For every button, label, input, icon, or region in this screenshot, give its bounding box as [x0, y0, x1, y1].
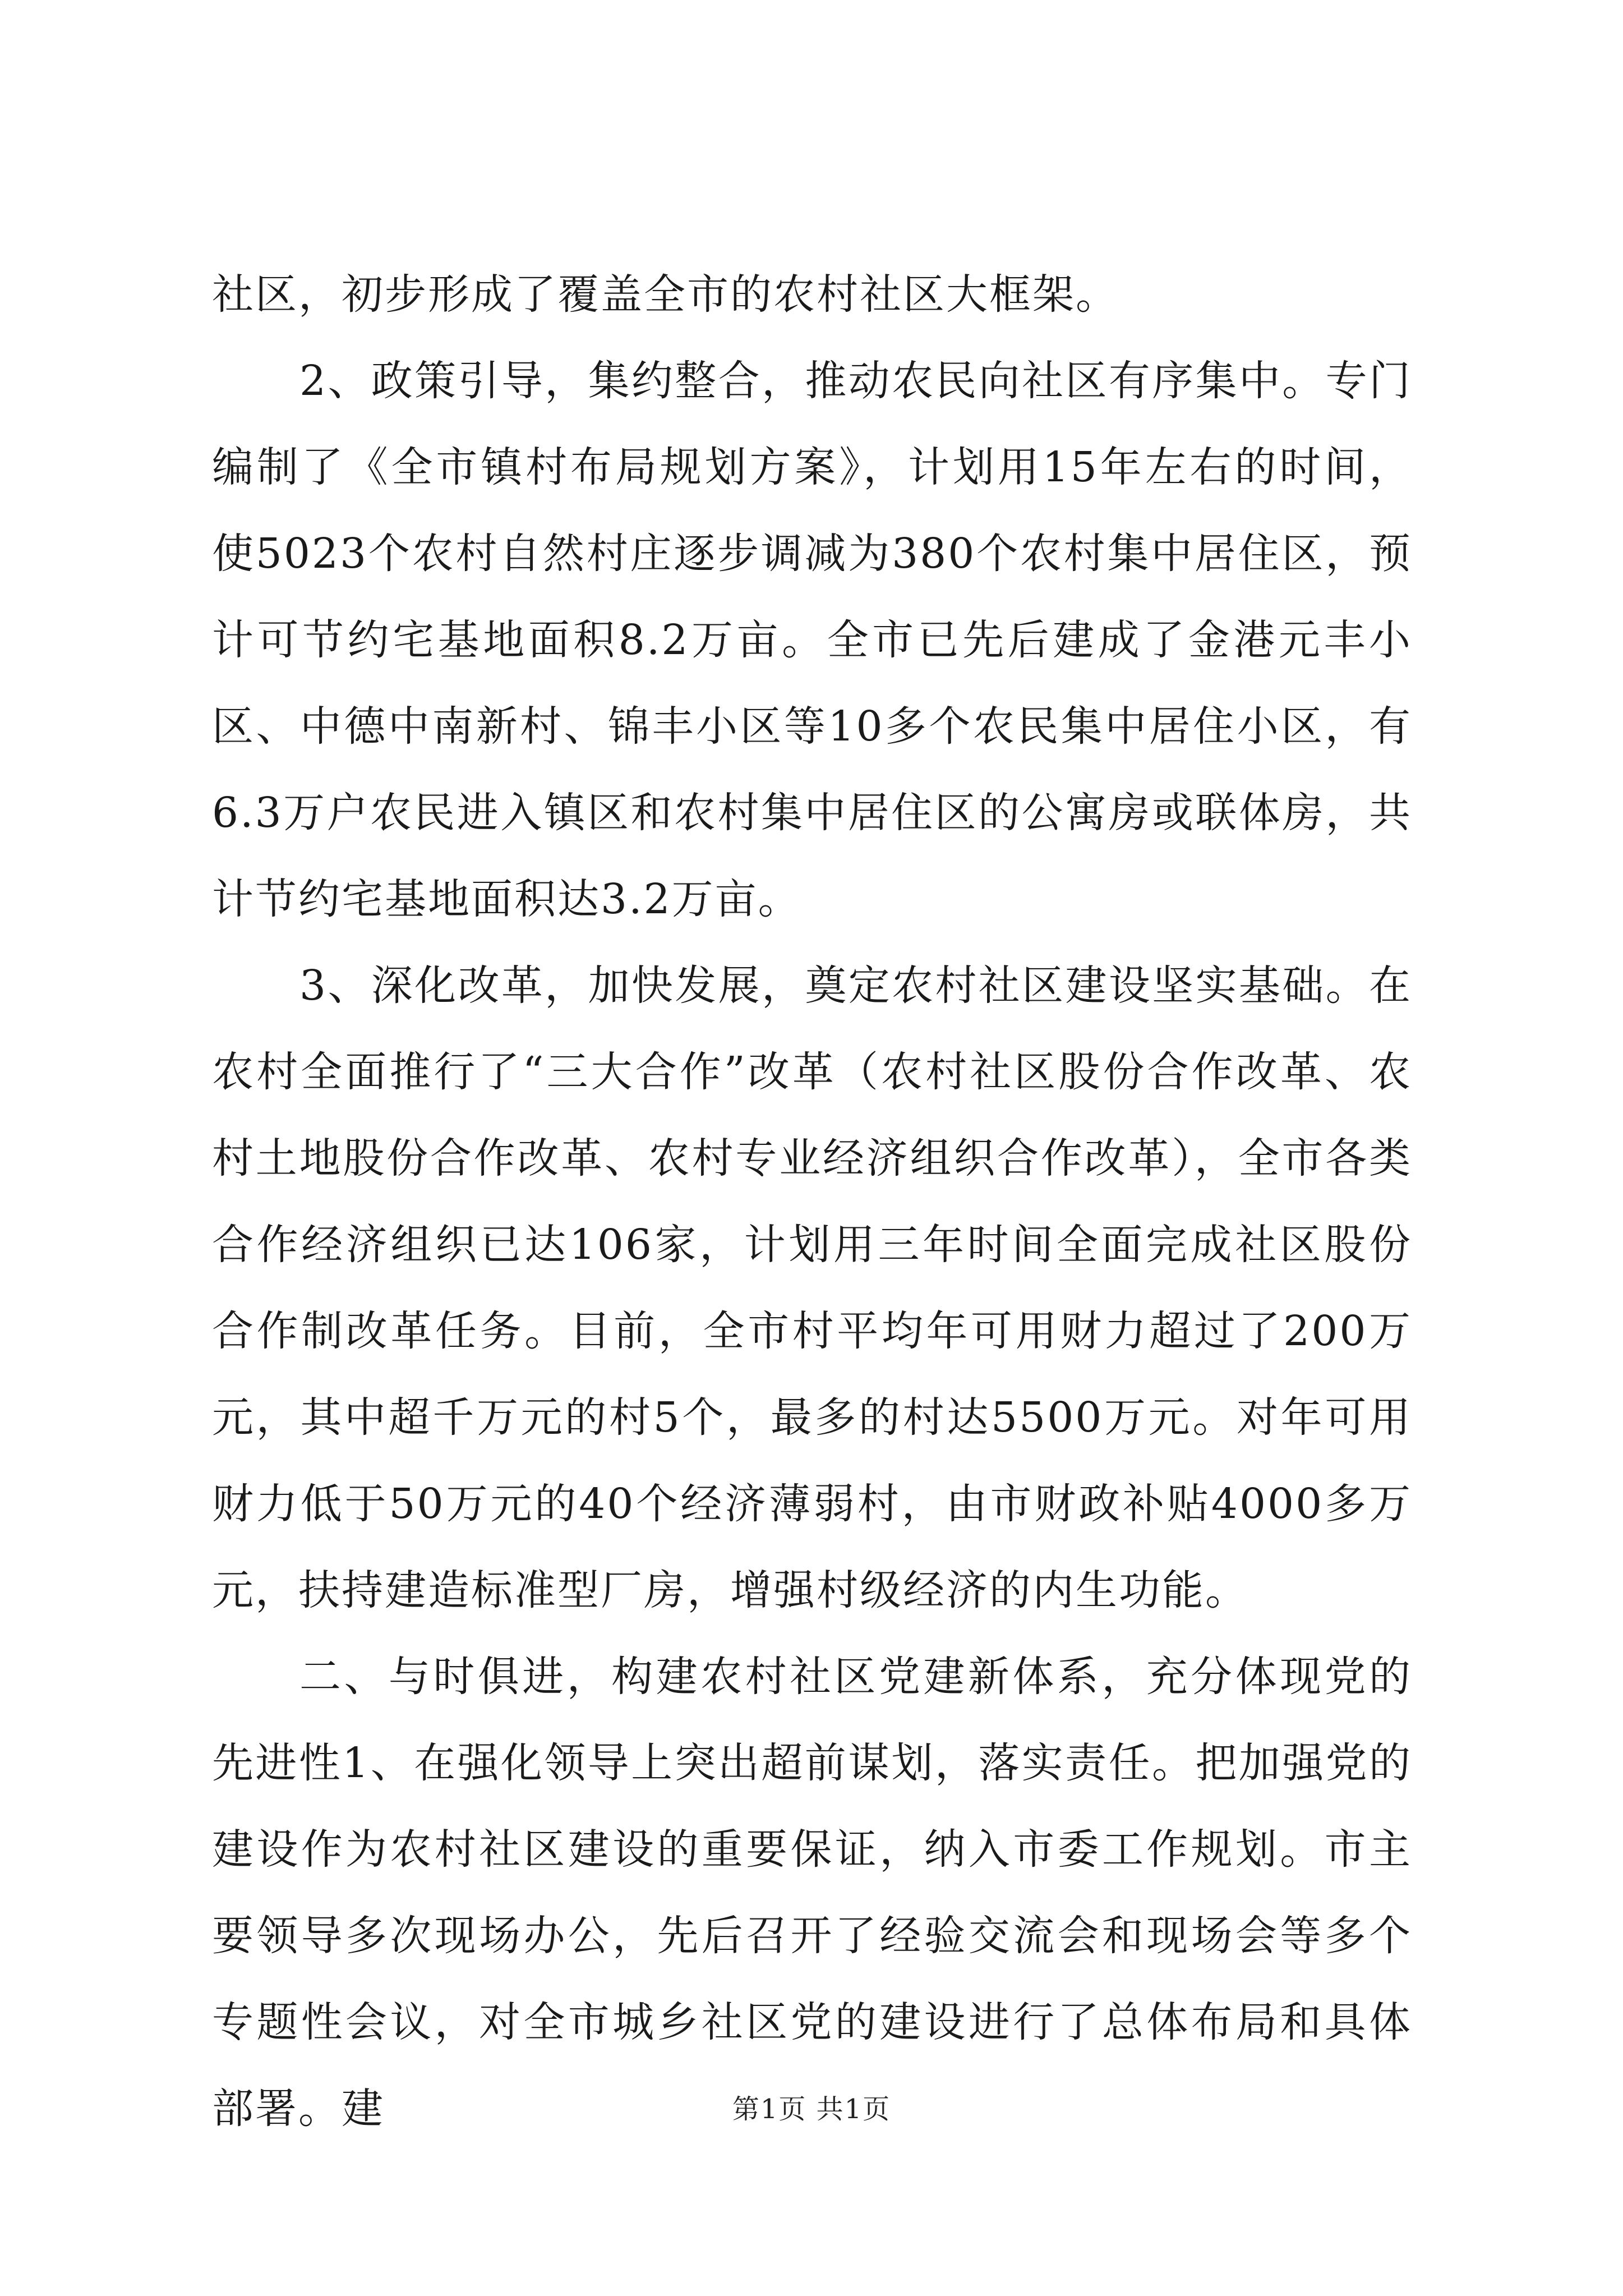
paragraph-policy-guidance: 2、政策引导，集约整合，推动农民向社区有序集中。专门编制了《全市镇村布局规划方案》，计划用15年左右的时间，使5023个农村自然村庄逐步调减为380个农村集中居住区，预计可节约宅基地面积8.2万亩。全市已先后建成了金港元丰小区、中德中南新村、锦丰小区等10多个农民集中居住小区，有6.3万户农民进入镇区和农村集中居住区的公寓房或联体房，共计节约宅基地面积达3.2万亩。 — [212, 357, 1412, 923]
paragraph-continuation: 社区，初步形成了覆盖全市的农村社区大框架。 — [212, 270, 1119, 319]
page-footer: 第1页 共1页 — [732, 2093, 891, 2125]
paragraph-deepen-reform: 3、深化改革，加快发展，奠定农村社区建设坚实基础。在农村全面推行了“三大合作”改革（农村社区股份合作改革、农村土地股份合作改革、农村专业经济组织合作改革），全市各类合作经济组织已达106家，计划用三年时间全面完成社区股份合作制改革任务。目前，全市村平均年可用财力超过了200万元，其中超千万元的村5个，最多的村达5500万元。对年可用财力低于50万元的40个经济薄弱村，由市财政补贴4000多万元，扶持建造标准型厂房，增强村级经济的内生功能。 — [212, 961, 1412, 1614]
paragraph-party-building: 二、与时俱进，构建农村社区党建新体系，充分体现党的先进性1、在强化领导上突出超前谋划，落实责任。把加强党的建设作为农村社区建设的重要保证，纳入市委工作规划。市主要领导多次现场办公，先后召开了经验交流会和现场会等多个专题性会议，对全市城乡社区党的建设进行了总体布局和具体部署。建 — [212, 1653, 1412, 2133]
document-body — [212, 251, 1412, 2152]
